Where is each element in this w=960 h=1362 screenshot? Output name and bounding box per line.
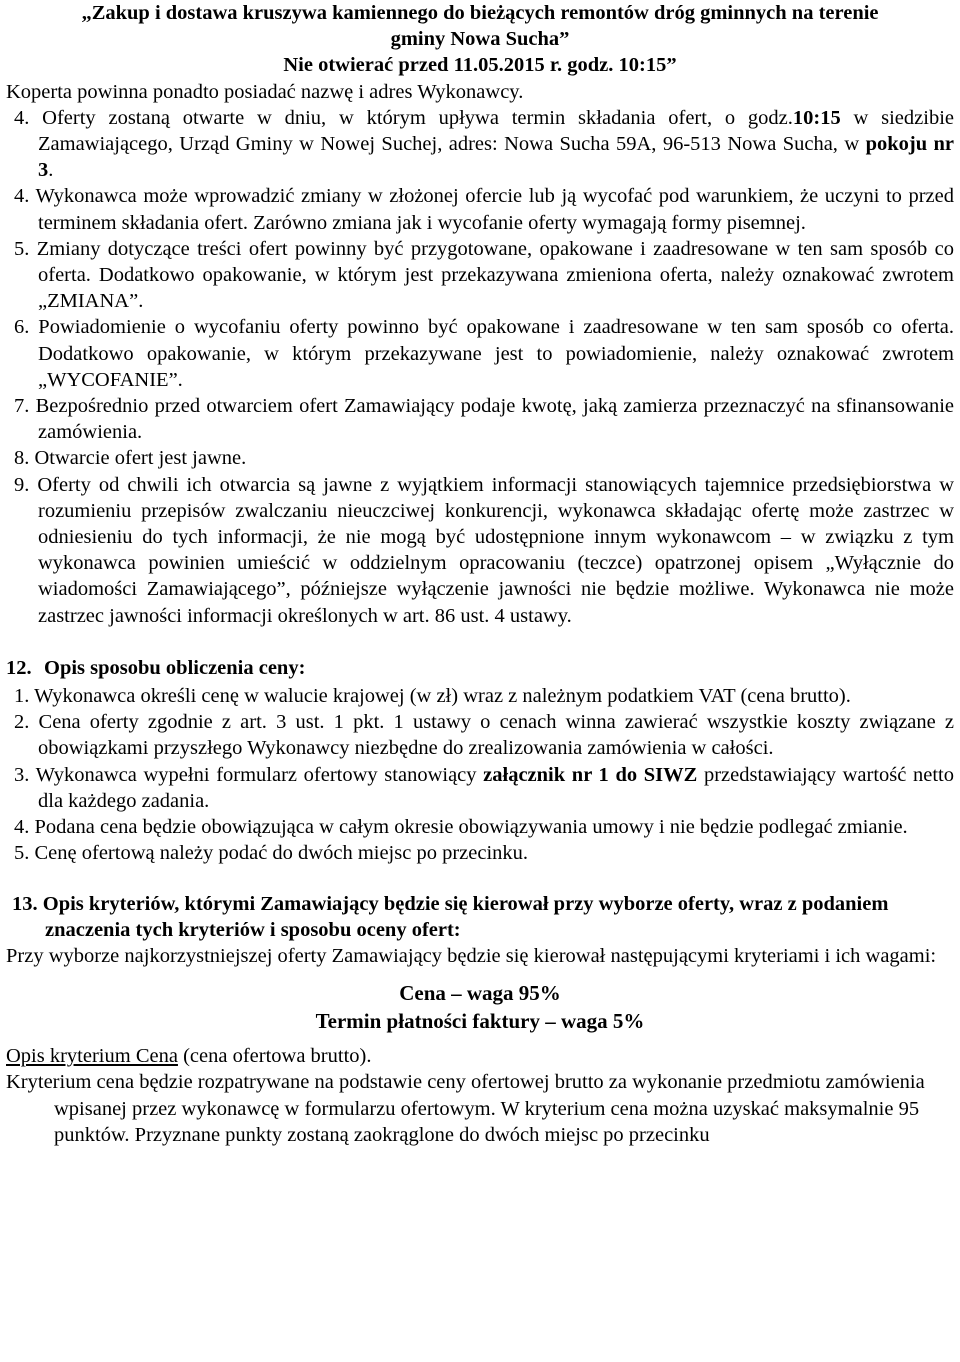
list-item-opening <box>6 105 954 184</box>
criteria-weights <box>6 979 954 1035</box>
list-item-text: przedstawiający wartość netto dla każdego zadania. <box>38 763 954 812</box>
document-title-line-2: gminy Nowa Sucha” <box>390 28 570 51</box>
list-item-attachment <box>6 762 954 814</box>
section-number: 12. <box>6 656 32 679</box>
opening-time: 10:15 <box>792 106 841 129</box>
list-item: 1. Wykonawca określi cenę w walucie krajowej (w zł) wraz z należnym podatkiem VAT (cena brutto). <box>14 685 851 708</box>
criterion-heading-underlined: Opis kryterium Cena <box>6 1045 178 1068</box>
criterion-heading <box>6 1043 954 1069</box>
criterion-heading-rest: (cena ofertowa brutto). <box>177 1045 372 1068</box>
list-item: 7. Bezpośrednio przed otwarciem ofert Zamawiający podaje kwotę, jaką zamierza przeznaczyć na sfinansowanie zamówienia. <box>14 395 954 444</box>
list-item: 6. Powiadomienie o wycofaniu oferty powinno być opakowane i zaadresowane w ten sam sposób co oferta. Dodatkowo opakowanie, w którym przekazywane jest to powiadomienie, należy oznakować zwrotem „WYCOFANIE”. <box>14 316 954 391</box>
document-title-line-1: „Zakup i dostawa kruszywa kamiennego do bieżących remontów dróg gminnych na terenie <box>81 2 879 24</box>
list-item: 2. Cena oferty zgodnie z art. 3 ust. 1 pkt. 1 ustawy o cenach winna zawierać wszystkie koszty związane z obowiązkami przyszłego Wykonawcy niezbędne do zrealizowania zamówienia w całości. <box>14 711 954 760</box>
envelope-note: Koperta powinna ponadto posiadać nazwę i adres Wykonawcy. <box>6 80 524 103</box>
list-item: 4. Wykonawca może wprowadzić zmiany w złożonej ofercie lub ją wycofać pod warunkiem, że uczyni to przed terminem składania ofert. Zarówno zmiana jak i wycofanie oferty wymagają formy pisemnej. <box>14 185 954 234</box>
section-title: Opis sposobu obliczenia ceny: <box>44 656 306 679</box>
list-item-text: 4. Oferty zostaną otwarte w dniu, w którym upływa termin składania ofert, o godz. <box>14 106 793 129</box>
attachment-reference: załącznik nr 1 do SIWZ <box>483 763 698 786</box>
list-item: 5. Cenę ofertową należy podać do dwóch miejsc po przecinku. <box>14 842 529 865</box>
list-item: 4. Podana cena będzie obowiązująca w całym okresie obowiązywania umowy i nie będzie podlegać zmianie. <box>14 816 908 839</box>
criterion-description: Kryterium cena będzie rozpatrywane na podstawie ceny ofertowej brutto za wykonanie przedmiotu zamówienia wpisanej przez wykonawcę w formularzu ofertowym. W kryterium cena można uzyskać maksymalnie 95 punktów. Przyznane punkty zostaną zaokrąglone do dwóch miejsc po przecinku <box>6 1071 925 1146</box>
list-item-text: w siedzibie Zamawiającego, Urząd Gminy w Nowej Suchej, adres: Nowa Sucha 59A, 96-513 Nowa Sucha, w <box>38 106 954 156</box>
list-item: 5. Zmiany dotyczące treści ofert powinny być przygotowane, opakowane i zaadresowane w ten sam sposób co oferta. Dodatkowo opakowanie, w którym jest przekazywana zmieniona oferta, należy oznakować zwrotem „ZMIANA”. <box>14 237 954 313</box>
room-number: pokoju nr 3 <box>38 133 955 182</box>
weight-payment-term: Termin płatności faktury – waga 5% <box>315 1009 645 1034</box>
do-not-open-notice: Nie otwierać przed 11.05.2015 r. godz. 10:15” <box>283 54 677 77</box>
section-13-heading: 13. Opis kryteriów, którymi Zamawiający będzie się kierował przy wyborze oferty, wraz z podaniem znaczenia tych kryteriów i sposobu oceny ofert: <box>12 892 889 941</box>
list-item: 9. Oferty od chwili ich otwarcia są jawne z wyjątkiem informacji stanowiących tajemnice przedsiębiorstwa w rozumieniu przepisów zwalczaniu nieuczciwej konkurencji, wykonawca składając ofertę może zastrzec w odniesieniu do tych informacji, że nie mogą być udostępnione innym wykonawcom – w związku z tym wykonawca powinien umieścić w oddzielnym opracowaniu (teczce) opatrzonej opisem „Wyłącznie do wiadomości Zamawiającego”, późniejsze wyłączenie jawności nie będzie możliwe. Wykonawca nie może zastrzec jawności informacji określonych w art. 86 ust. 4 ustawy. <box>14 473 954 627</box>
weight-price: Cena – waga 95% <box>399 981 561 1006</box>
list-item: 8. Otwarcie ofert jest jawne. <box>14 447 247 470</box>
criteria-intro: Przy wyborze najkorzystniejszej oferty Zamawiający będzie się kierował następującymi kryteriami i ich wagami: <box>6 944 937 967</box>
list-item-text: 3. Wykonawca wypełni formularz ofertowy stanowiący <box>14 763 484 786</box>
list-item-text: . <box>48 159 54 182</box>
section-12-heading <box>6 655 954 681</box>
